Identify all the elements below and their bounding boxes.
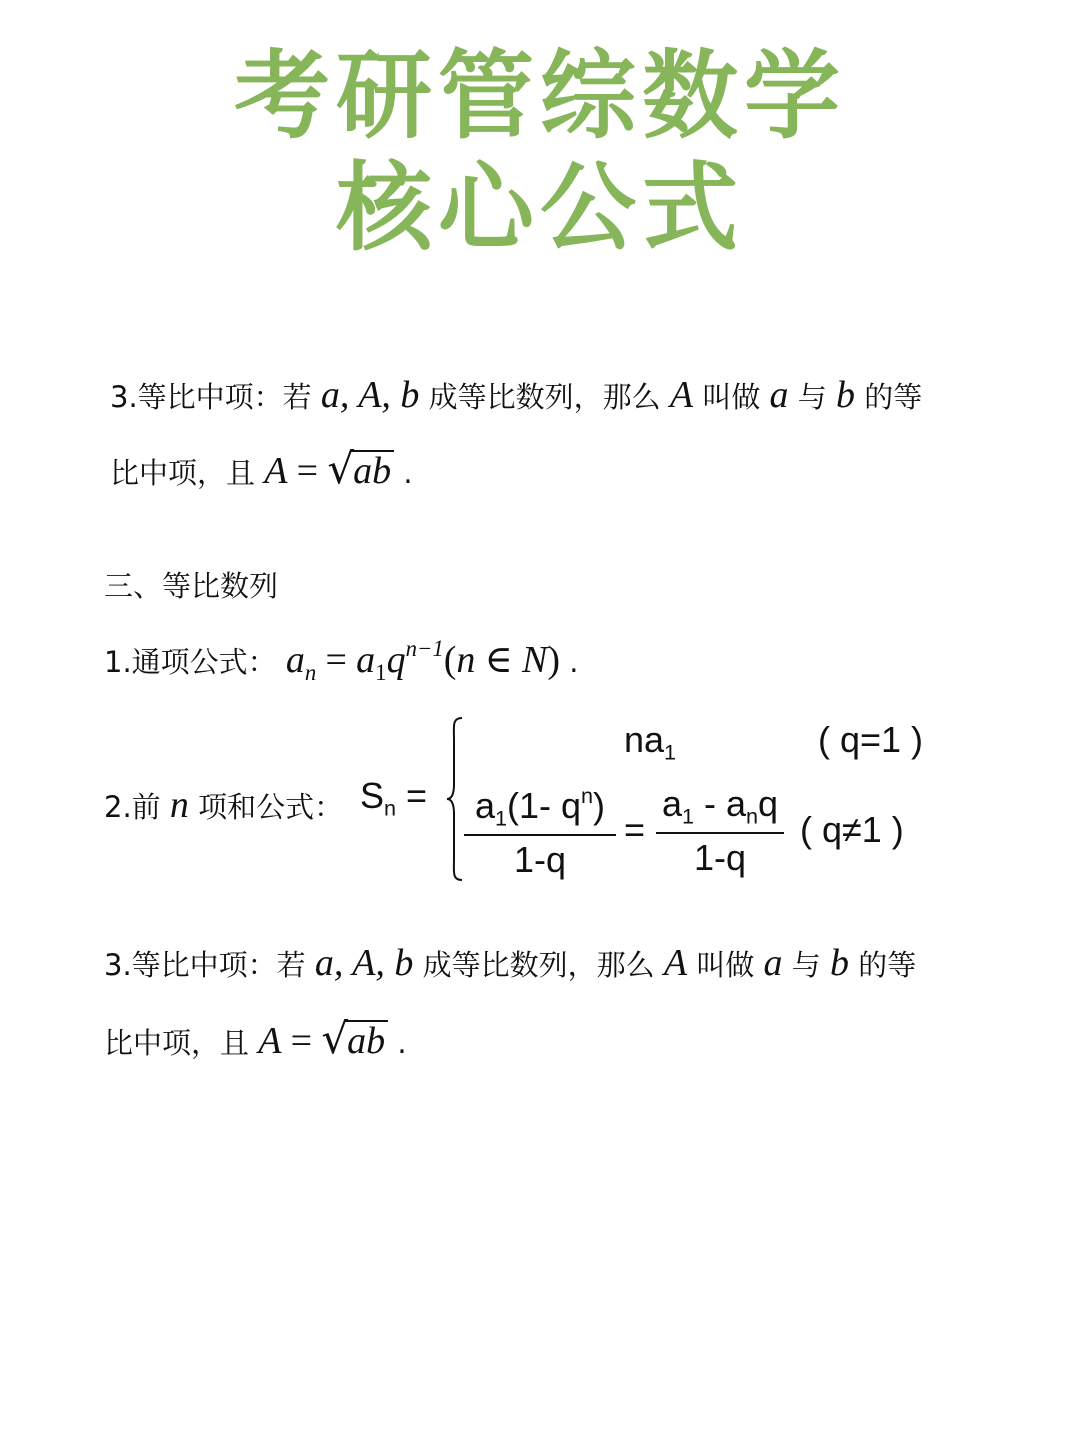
fraction-1-denominator: 1-q xyxy=(513,839,567,881)
equals-sign: = xyxy=(296,450,319,492)
radicand: ab xyxy=(344,1020,388,1062)
math-a: $a_n$ xyxy=(285,638,317,685)
formula-label: 1.通项公式： xyxy=(104,644,277,679)
text-fragment: 3.等比中项：若 xyxy=(104,948,306,982)
fraction-2 xyxy=(656,784,784,878)
page-title: 考研管综数学 xyxy=(234,40,846,152)
period: . xyxy=(397,1026,407,1060)
left-brace-icon xyxy=(446,716,464,882)
subscript-1: 1 xyxy=(664,739,677,765)
math-variable: A xyxy=(669,374,694,416)
text-fragment: 比中项，且 xyxy=(104,1026,250,1060)
text-fragment: 3.等比中项：若 xyxy=(110,380,312,414)
paren-open: ( xyxy=(443,638,457,681)
text-fragment: 与 xyxy=(791,948,821,982)
case-q-equals-1: $na_1$ xyxy=(624,719,677,765)
subscript-n: n xyxy=(304,659,317,685)
text-fragment: 成等比数列，那么 xyxy=(428,380,661,414)
subscript-1: 1 xyxy=(375,659,387,685)
equals-sign: = xyxy=(406,775,428,816)
condition-q-equals-1: ( q=1 ) xyxy=(818,719,924,760)
radicand: ab xyxy=(350,450,394,492)
math-q: $q^{n-1}$ xyxy=(386,636,444,681)
math-variables: a, A, b xyxy=(314,942,414,984)
fraction-2-denominator: 1-q xyxy=(693,837,747,879)
equals-sign: = xyxy=(290,1020,313,1062)
period: . xyxy=(403,456,413,490)
equals-sign: = xyxy=(624,809,646,850)
math-n: n xyxy=(169,784,189,826)
math-variable: b xyxy=(830,942,849,984)
text-fragment: 2.前 xyxy=(104,790,161,824)
element-of-icon: ∈ xyxy=(484,638,513,681)
text-fragment: 叫做 xyxy=(696,948,755,982)
text-fragment: 项和公式： xyxy=(198,790,344,824)
sqrt-expression xyxy=(321,1014,388,1063)
math-variable: a xyxy=(763,942,783,984)
text-fragment: 的等 xyxy=(864,380,923,414)
math-N: N xyxy=(522,638,548,681)
math-variable: A xyxy=(258,1020,282,1062)
fraction-1-numerator: $a_1(1-$ $q^n$) xyxy=(464,784,616,836)
math-a1: $a_1$ xyxy=(356,638,387,685)
math-variable: A xyxy=(264,450,288,492)
equals-sign: = xyxy=(325,638,347,681)
period: . xyxy=(569,644,579,679)
math-variable: a xyxy=(769,374,789,416)
general-term-formula xyxy=(104,638,578,685)
sum-symbol: $S_n$ = xyxy=(360,775,428,821)
text-fragment: 与 xyxy=(797,380,827,414)
geometric-mean-line-1 xyxy=(110,376,922,414)
exponent: n−1 xyxy=(405,636,444,661)
fraction-1 xyxy=(464,784,616,880)
sum-formula-label xyxy=(104,786,343,824)
page-subtitle: 核心公式 xyxy=(336,152,744,264)
math-variable: b xyxy=(836,374,855,416)
text-fragment: 叫做 xyxy=(702,380,761,414)
paren-close: ) xyxy=(547,638,561,681)
sqrt-expression xyxy=(327,444,394,493)
fraction-2-numerator: $a_1 - a_nq$ xyxy=(656,784,784,834)
geometric-mean-line-2 xyxy=(110,444,413,493)
sqrt-icon: √ xyxy=(321,1014,349,1063)
subscript-n: n xyxy=(384,795,397,821)
text-fragment: 成等比数列，那么 xyxy=(422,948,655,982)
text-fragment: 的等 xyxy=(858,948,917,982)
geometric-mean-line-1 xyxy=(104,944,916,982)
math-n: n xyxy=(456,638,476,681)
math-variables: a, A, b xyxy=(320,374,420,416)
text-fragment: 比中项，且 xyxy=(110,456,256,490)
math-variable: A xyxy=(663,942,688,984)
condition-q-not-1: ( q≠1 ) xyxy=(800,809,904,850)
sqrt-icon: √ xyxy=(327,444,355,493)
geometric-mean-line-2 xyxy=(104,1014,407,1063)
section-heading: 三、等比数列 xyxy=(104,569,279,603)
